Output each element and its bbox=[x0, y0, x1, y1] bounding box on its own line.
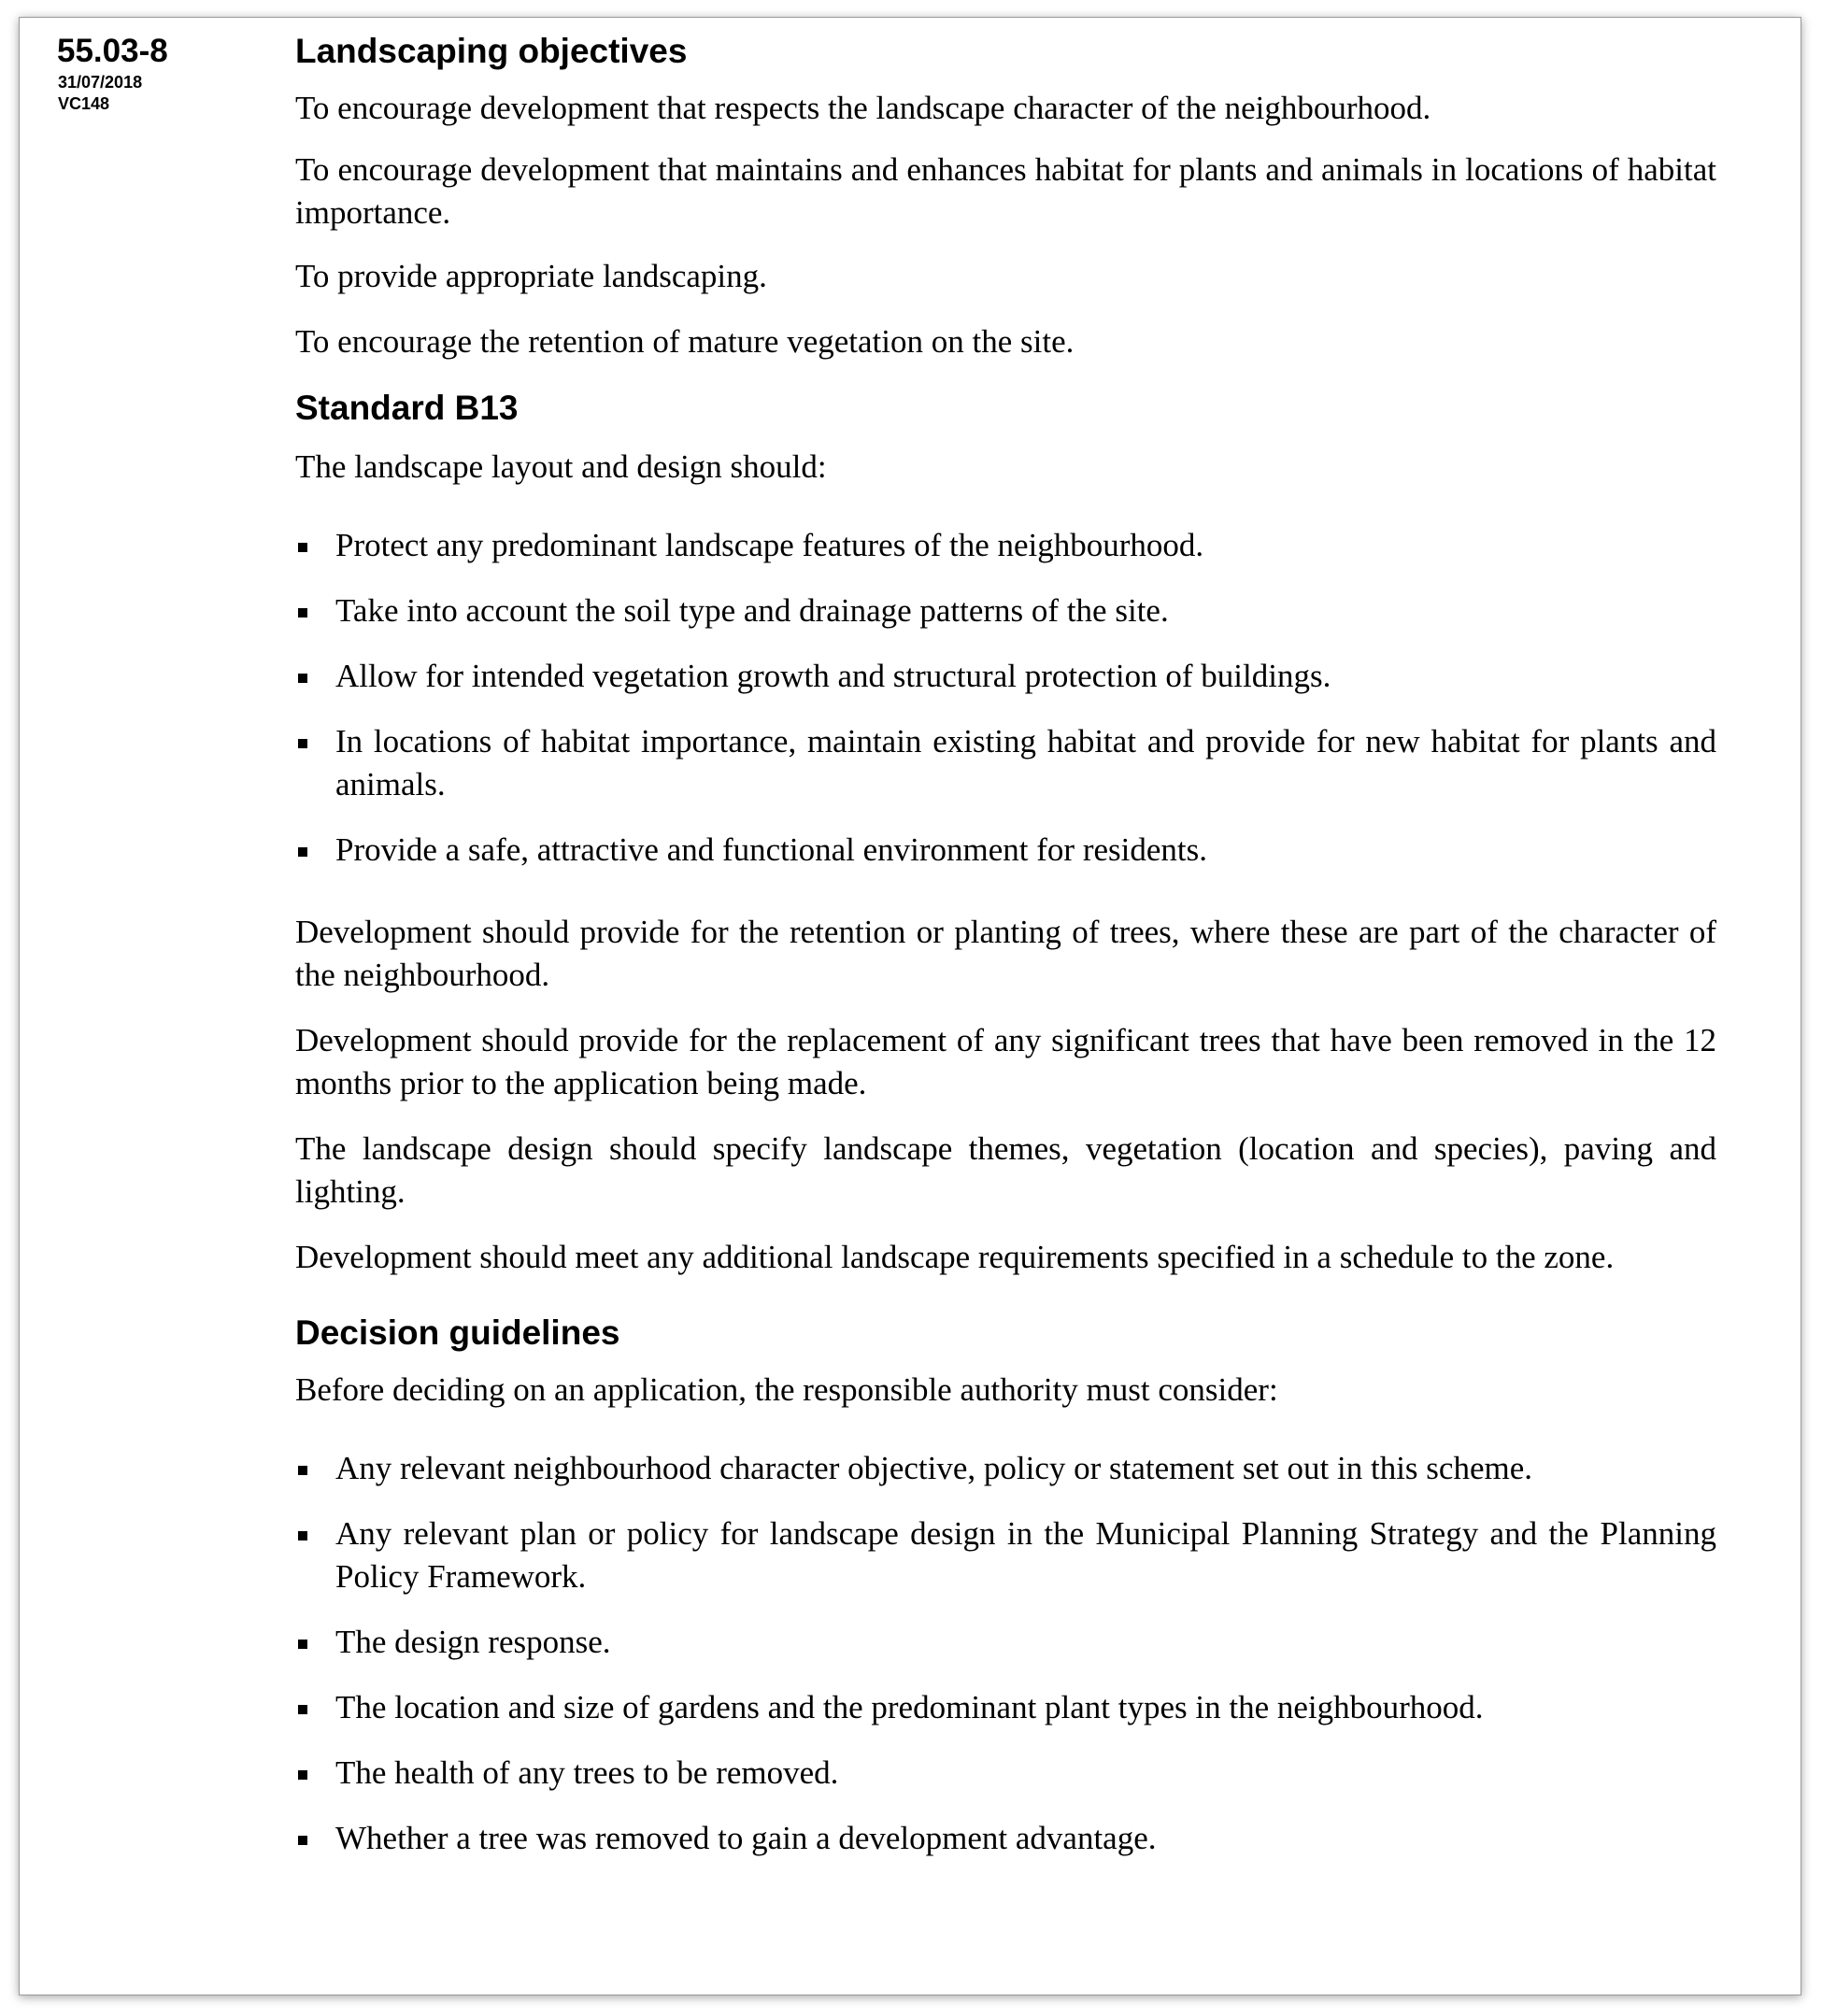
list-item-text: Protect any predominant landscape features of the neighbourhood. bbox=[335, 527, 1204, 563]
clause-number: 55.03-8 bbox=[57, 33, 168, 69]
document-page bbox=[19, 17, 1801, 1995]
list-item bbox=[295, 720, 1716, 806]
clause-content bbox=[295, 31, 1716, 1860]
standard-paragraph: Development should meet any additional landscape requirements specified in a schedule to the zone. bbox=[295, 1239, 1615, 1275]
list-item bbox=[295, 655, 1716, 698]
standard-heading: Standard B13 bbox=[295, 389, 519, 427]
bullet-marker bbox=[298, 674, 307, 683]
objective-paragraph: To provide appropriate landscaping. bbox=[295, 258, 767, 294]
objective-paragraph: To encourage development that respects the landscape character of the neighbourhood. bbox=[295, 90, 1431, 126]
list-item-text: Whether a tree was removed to gain a development advantage. bbox=[335, 1820, 1157, 1856]
list-item bbox=[295, 1621, 1716, 1664]
list-item-text: Allow for intended vegetation growth and structural protection of buildings. bbox=[335, 658, 1331, 694]
list-item-text: In locations of habitat importance, maintain existing habitat and provide for new habitat for plants and animals. bbox=[335, 723, 1716, 802]
standard-paragraph: The landscape design should specify landscape themes, vegetation (location and species), paving and lighting. bbox=[295, 1130, 1716, 1210]
bullet-marker bbox=[298, 739, 307, 748]
bullet-marker bbox=[298, 1531, 307, 1540]
list-item-text: The health of any trees to be removed. bbox=[335, 1754, 839, 1791]
bullet-marker bbox=[298, 1466, 307, 1475]
list-item-text: The location and size of gardens and the predominant plant types in the neighbourhood. bbox=[335, 1689, 1484, 1725]
standard-intro: The landscape layout and design should: bbox=[295, 448, 827, 485]
bullet-marker bbox=[298, 1770, 307, 1780]
standard-bullet-list bbox=[295, 524, 1716, 872]
list-item-text: Any relevant neighbourhood character objective, policy or statement set out in this scheme. bbox=[335, 1450, 1532, 1486]
decision-guidelines-intro: Before deciding on an application, the responsible authority must consider: bbox=[295, 1371, 1278, 1408]
list-item-text: The design response. bbox=[335, 1624, 611, 1660]
list-item bbox=[295, 1817, 1716, 1860]
list-item bbox=[295, 1686, 1716, 1729]
list-item bbox=[295, 524, 1716, 567]
standard-paragraph: Development should provide for the replacement of any significant trees that have been removed in the 12 months prior to the application being made. bbox=[295, 1022, 1716, 1101]
bullet-marker bbox=[298, 608, 307, 618]
decision-guidelines-heading: Decision guidelines bbox=[295, 1313, 620, 1352]
objective-paragraph: To encourage the retention of mature vegetation on the site. bbox=[295, 323, 1075, 360]
objective-paragraph: To encourage development that maintains and enhances habitat for plants and animals in locations of habitat importance. bbox=[295, 151, 1716, 231]
bullet-marker bbox=[298, 543, 307, 552]
list-item bbox=[295, 589, 1716, 632]
decision-bullet-list bbox=[295, 1447, 1716, 1860]
bullet-marker bbox=[298, 1705, 307, 1714]
bullet-marker bbox=[298, 1836, 307, 1845]
list-item bbox=[295, 1512, 1716, 1598]
standard-paragraph: Development should provide for the retention or planting of trees, where these are part of the character of the neighbourhood. bbox=[295, 914, 1716, 993]
bullet-marker bbox=[298, 1640, 307, 1649]
list-item-text: Any relevant plan or policy for landscape design in the Municipal Planning Strategy and the Planning Policy Framework. bbox=[335, 1515, 1716, 1595]
list-item bbox=[295, 1752, 1716, 1795]
list-item-text: Take into account the soil type and drainage patterns of the site. bbox=[335, 592, 1169, 629]
list-item-text: Provide a safe, attractive and functional environment for residents. bbox=[335, 831, 1208, 868]
clause-amendment: VC148 bbox=[58, 94, 110, 113]
list-item bbox=[295, 1447, 1716, 1490]
list-item bbox=[295, 829, 1716, 872]
landscaping-objectives-heading: Landscaping objectives bbox=[295, 32, 688, 70]
clause-date: 31/07/2018 bbox=[58, 73, 143, 92]
bullet-marker bbox=[298, 847, 307, 857]
